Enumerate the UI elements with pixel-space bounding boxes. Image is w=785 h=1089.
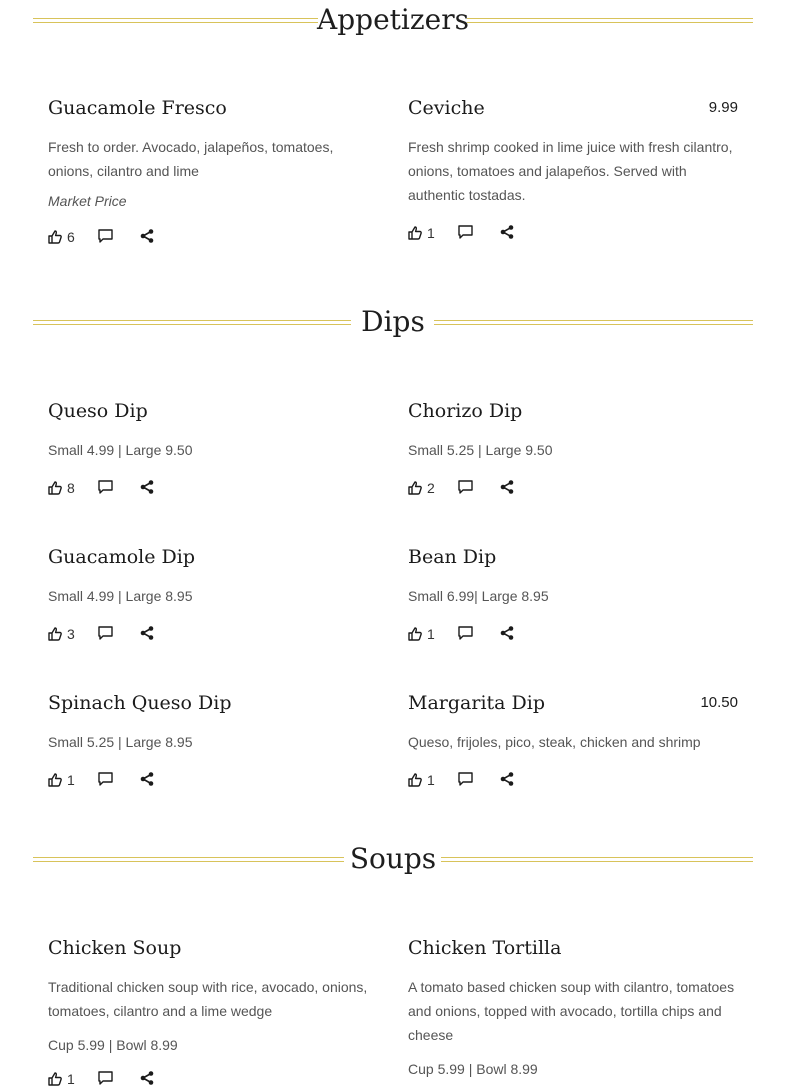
comment-icon [98,772,113,786]
item-name: Bean Dip [408,546,497,568]
share-icon [140,1071,154,1085]
menu-item-guacamole-fresco [48,95,378,247]
comment-icon [98,1071,113,1085]
item-description: Small 4.99 | Large 8.95 [48,588,193,604]
share-icon [500,480,514,494]
like-count: 1 [67,1071,75,1087]
item-name: Queso Dip [48,400,148,422]
item-name: Chicken Tortilla [408,937,562,959]
item-description: Small 5.25 | Large 9.50 [408,442,553,458]
comment-icon [458,772,473,786]
section-header-soups [33,839,753,879]
comment-button[interactable] [458,772,473,786]
section-title: Appetizers [317,3,469,36]
section-title: Soups [349,842,437,875]
like-count: 1 [427,772,435,788]
like-button[interactable] [48,625,75,643]
item-name: Chicken Soup [48,937,182,959]
like-count: 1 [427,626,435,642]
like-button[interactable] [48,479,75,497]
share-icon [500,772,514,786]
divider-rule [467,18,753,23]
menu-item-chicken-soup [48,935,378,1089]
comment-button[interactable] [98,626,113,640]
comment-icon [98,480,113,494]
comment-icon [458,225,473,239]
comment-button[interactable] [458,225,473,239]
thumbs-up-icon [48,773,62,787]
item-sizes: Cup 5.99 | Bowl 8.99 [408,1061,538,1077]
item-description: Fresh shrimp cooked in lime juice with fresh cilantro, onions, tomatoes and jalapeños. Served with authentic tostadas. [408,139,733,203]
menu-item-chicken-tortilla [408,935,738,1081]
item-sizes: Cup 5.99 | Bowl 8.99 [48,1037,178,1053]
item-actions [48,227,378,247]
item-name: Chorizo Dip [408,400,523,422]
comment-button[interactable] [98,772,113,786]
thumbs-up-icon [48,627,62,641]
thumbs-up-icon [48,1072,62,1086]
comment-button[interactable] [98,480,113,494]
like-button[interactable] [48,1070,75,1088]
section-header-dips [33,302,753,342]
like-button[interactable] [48,771,75,789]
item-name: Margarita Dip [408,692,545,714]
like-button[interactable] [48,228,75,246]
like-button[interactable] [408,625,435,643]
menu-item-guacamole-dip [48,544,378,644]
share-button[interactable] [500,626,514,640]
item-price: 10.50 [700,694,738,711]
share-icon [500,225,514,239]
thumbs-up-icon [408,226,422,240]
item-description: Queso, frijoles, pico, steak, chicken and shrimp [408,734,701,750]
like-button[interactable] [408,771,435,789]
thumbs-up-icon [48,230,62,244]
item-actions [48,478,378,498]
like-count: 8 [67,480,75,496]
share-button[interactable] [500,772,514,786]
item-actions [408,624,738,644]
like-count: 1 [67,772,75,788]
item-name: Ceviche [408,97,485,119]
item-name: Spinach Queso Dip [48,692,232,714]
share-icon [140,480,154,494]
comment-icon [458,626,473,640]
thumbs-up-icon [408,481,422,495]
item-name: Guacamole Fresco [48,97,227,119]
like-count: 3 [67,626,75,642]
comment-icon [98,229,113,243]
share-icon [140,772,154,786]
like-count: 2 [427,480,435,496]
share-button[interactable] [500,480,514,494]
item-actions [408,770,738,790]
divider-rule [434,320,753,325]
item-actions [48,624,378,644]
item-actions [408,223,738,243]
comment-button[interactable] [98,229,113,243]
menu-item-margarita-dip [408,690,738,790]
menu-item-bean-dip [408,544,738,644]
item-description: Traditional chicken soup with rice, avocado, onions, tomatoes, cilantro and a lime wedge [48,979,368,1019]
comment-icon [98,626,113,640]
item-market-price: Market Price [48,193,127,209]
item-actions [48,770,378,790]
divider-rule [441,857,753,862]
thumbs-up-icon [408,773,422,787]
comment-button[interactable] [98,1071,113,1085]
item-description: Small 6.99| Large 8.95 [408,588,549,604]
comment-icon [458,480,473,494]
share-button[interactable] [140,480,154,494]
share-button[interactable] [140,229,154,243]
item-description: Small 4.99 | Large 9.50 [48,442,193,458]
like-button[interactable] [408,479,435,497]
section-header-appetizers [33,0,753,40]
like-button[interactable] [408,224,435,242]
item-description: Fresh to order. Avocado, jalapeños, tomatoes, onions, cilantro and lime [48,139,334,179]
menu-item-queso-dip [48,398,378,498]
item-name: Guacamole Dip [48,546,195,568]
item-actions [48,1069,378,1089]
like-count: 6 [67,229,75,245]
item-actions [408,478,738,498]
share-button[interactable] [140,626,154,640]
menu-item-spinach-queso-dip [48,690,378,790]
item-price: 9.99 [708,99,738,116]
thumbs-up-icon [408,627,422,641]
section-title: Dips [361,305,425,338]
share-icon [140,626,154,640]
share-button[interactable] [140,772,154,786]
comment-button[interactable] [458,480,473,494]
share-button[interactable] [500,225,514,239]
comment-button[interactable] [458,626,473,640]
item-description: Small 5.25 | Large 8.95 [48,734,193,750]
thumbs-up-icon [48,481,62,495]
menu-item-ceviche [408,95,738,243]
share-icon [500,626,514,640]
item-description: A tomato based chicken soup with cilantro, tomatoes and onions, topped with avocado, tortilla chips and cheese [408,979,735,1043]
like-count: 1 [427,225,435,241]
menu-item-chorizo-dip [408,398,738,498]
share-icon [140,229,154,243]
share-button[interactable] [140,1071,154,1085]
